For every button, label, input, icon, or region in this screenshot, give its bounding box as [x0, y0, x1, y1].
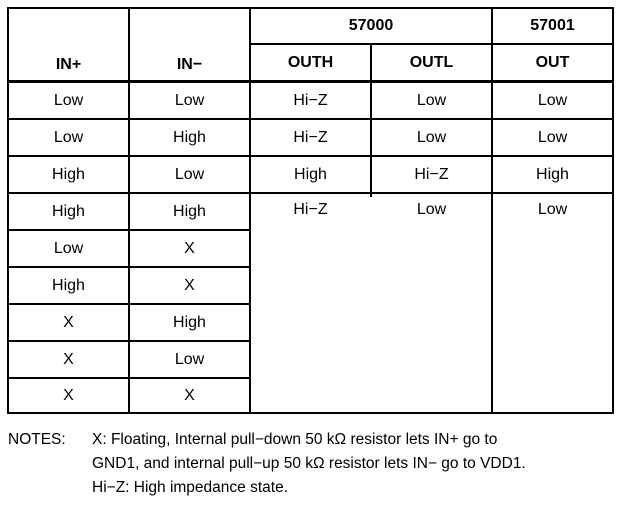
- table-cell: High: [173, 202, 206, 220]
- group-header-57001: 57001: [530, 17, 575, 34]
- column-header-in-minus: IN−: [176, 56, 203, 73]
- table-cell: Low: [174, 91, 205, 109]
- column-header-outh: OUTH: [287, 53, 334, 71]
- table-cell: Low: [53, 91, 84, 109]
- table-cell: Low: [416, 91, 447, 109]
- notes-label: NOTES:: [8, 431, 66, 448]
- table-cell: High: [52, 165, 85, 183]
- column-header-outl: OUTL: [409, 53, 454, 71]
- table-cell: X: [184, 239, 195, 257]
- table-cell: High: [536, 165, 569, 183]
- table-cell: High: [52, 202, 85, 220]
- table-cell: High: [173, 128, 206, 146]
- notes-line: Hi−Z: High impedance state.: [92, 479, 288, 496]
- table-cell: Low: [53, 239, 84, 257]
- table-cell: X: [184, 386, 195, 404]
- table-cell: Low: [416, 128, 447, 146]
- table-cell: Low: [537, 91, 568, 109]
- table-cell: Low: [174, 165, 205, 183]
- table-cell: X: [63, 386, 74, 404]
- table-cell: Low: [537, 128, 568, 146]
- table-cell: Hi−Z: [293, 91, 328, 109]
- table-cell: X: [184, 276, 195, 294]
- table-cell: Hi−Z: [293, 200, 328, 218]
- column-header-out: OUT: [535, 53, 570, 71]
- table-cell: Hi−Z: [293, 128, 328, 146]
- table-cell: High: [52, 276, 85, 294]
- table-cell: X: [63, 350, 74, 368]
- table-cell: Low: [416, 200, 447, 218]
- table-cell: Low: [53, 128, 84, 146]
- column-header-in-plus: IN+: [55, 56, 82, 73]
- notes-line: GND1, and internal pull−up 50 kΩ resistor lets IN− go to VDD1.: [92, 455, 526, 472]
- table-cell: High: [173, 313, 206, 331]
- table-cell: Low: [537, 200, 568, 218]
- table-cell: X: [63, 313, 74, 331]
- notes-line: X: Floating, Internal pull−down 50 kΩ resistor lets IN+ go to: [92, 431, 498, 448]
- group-header-57000: 57000: [348, 17, 394, 34]
- table-cell: Low: [174, 350, 205, 368]
- table-cell: High: [294, 165, 327, 183]
- table-cell: Hi−Z: [414, 165, 449, 183]
